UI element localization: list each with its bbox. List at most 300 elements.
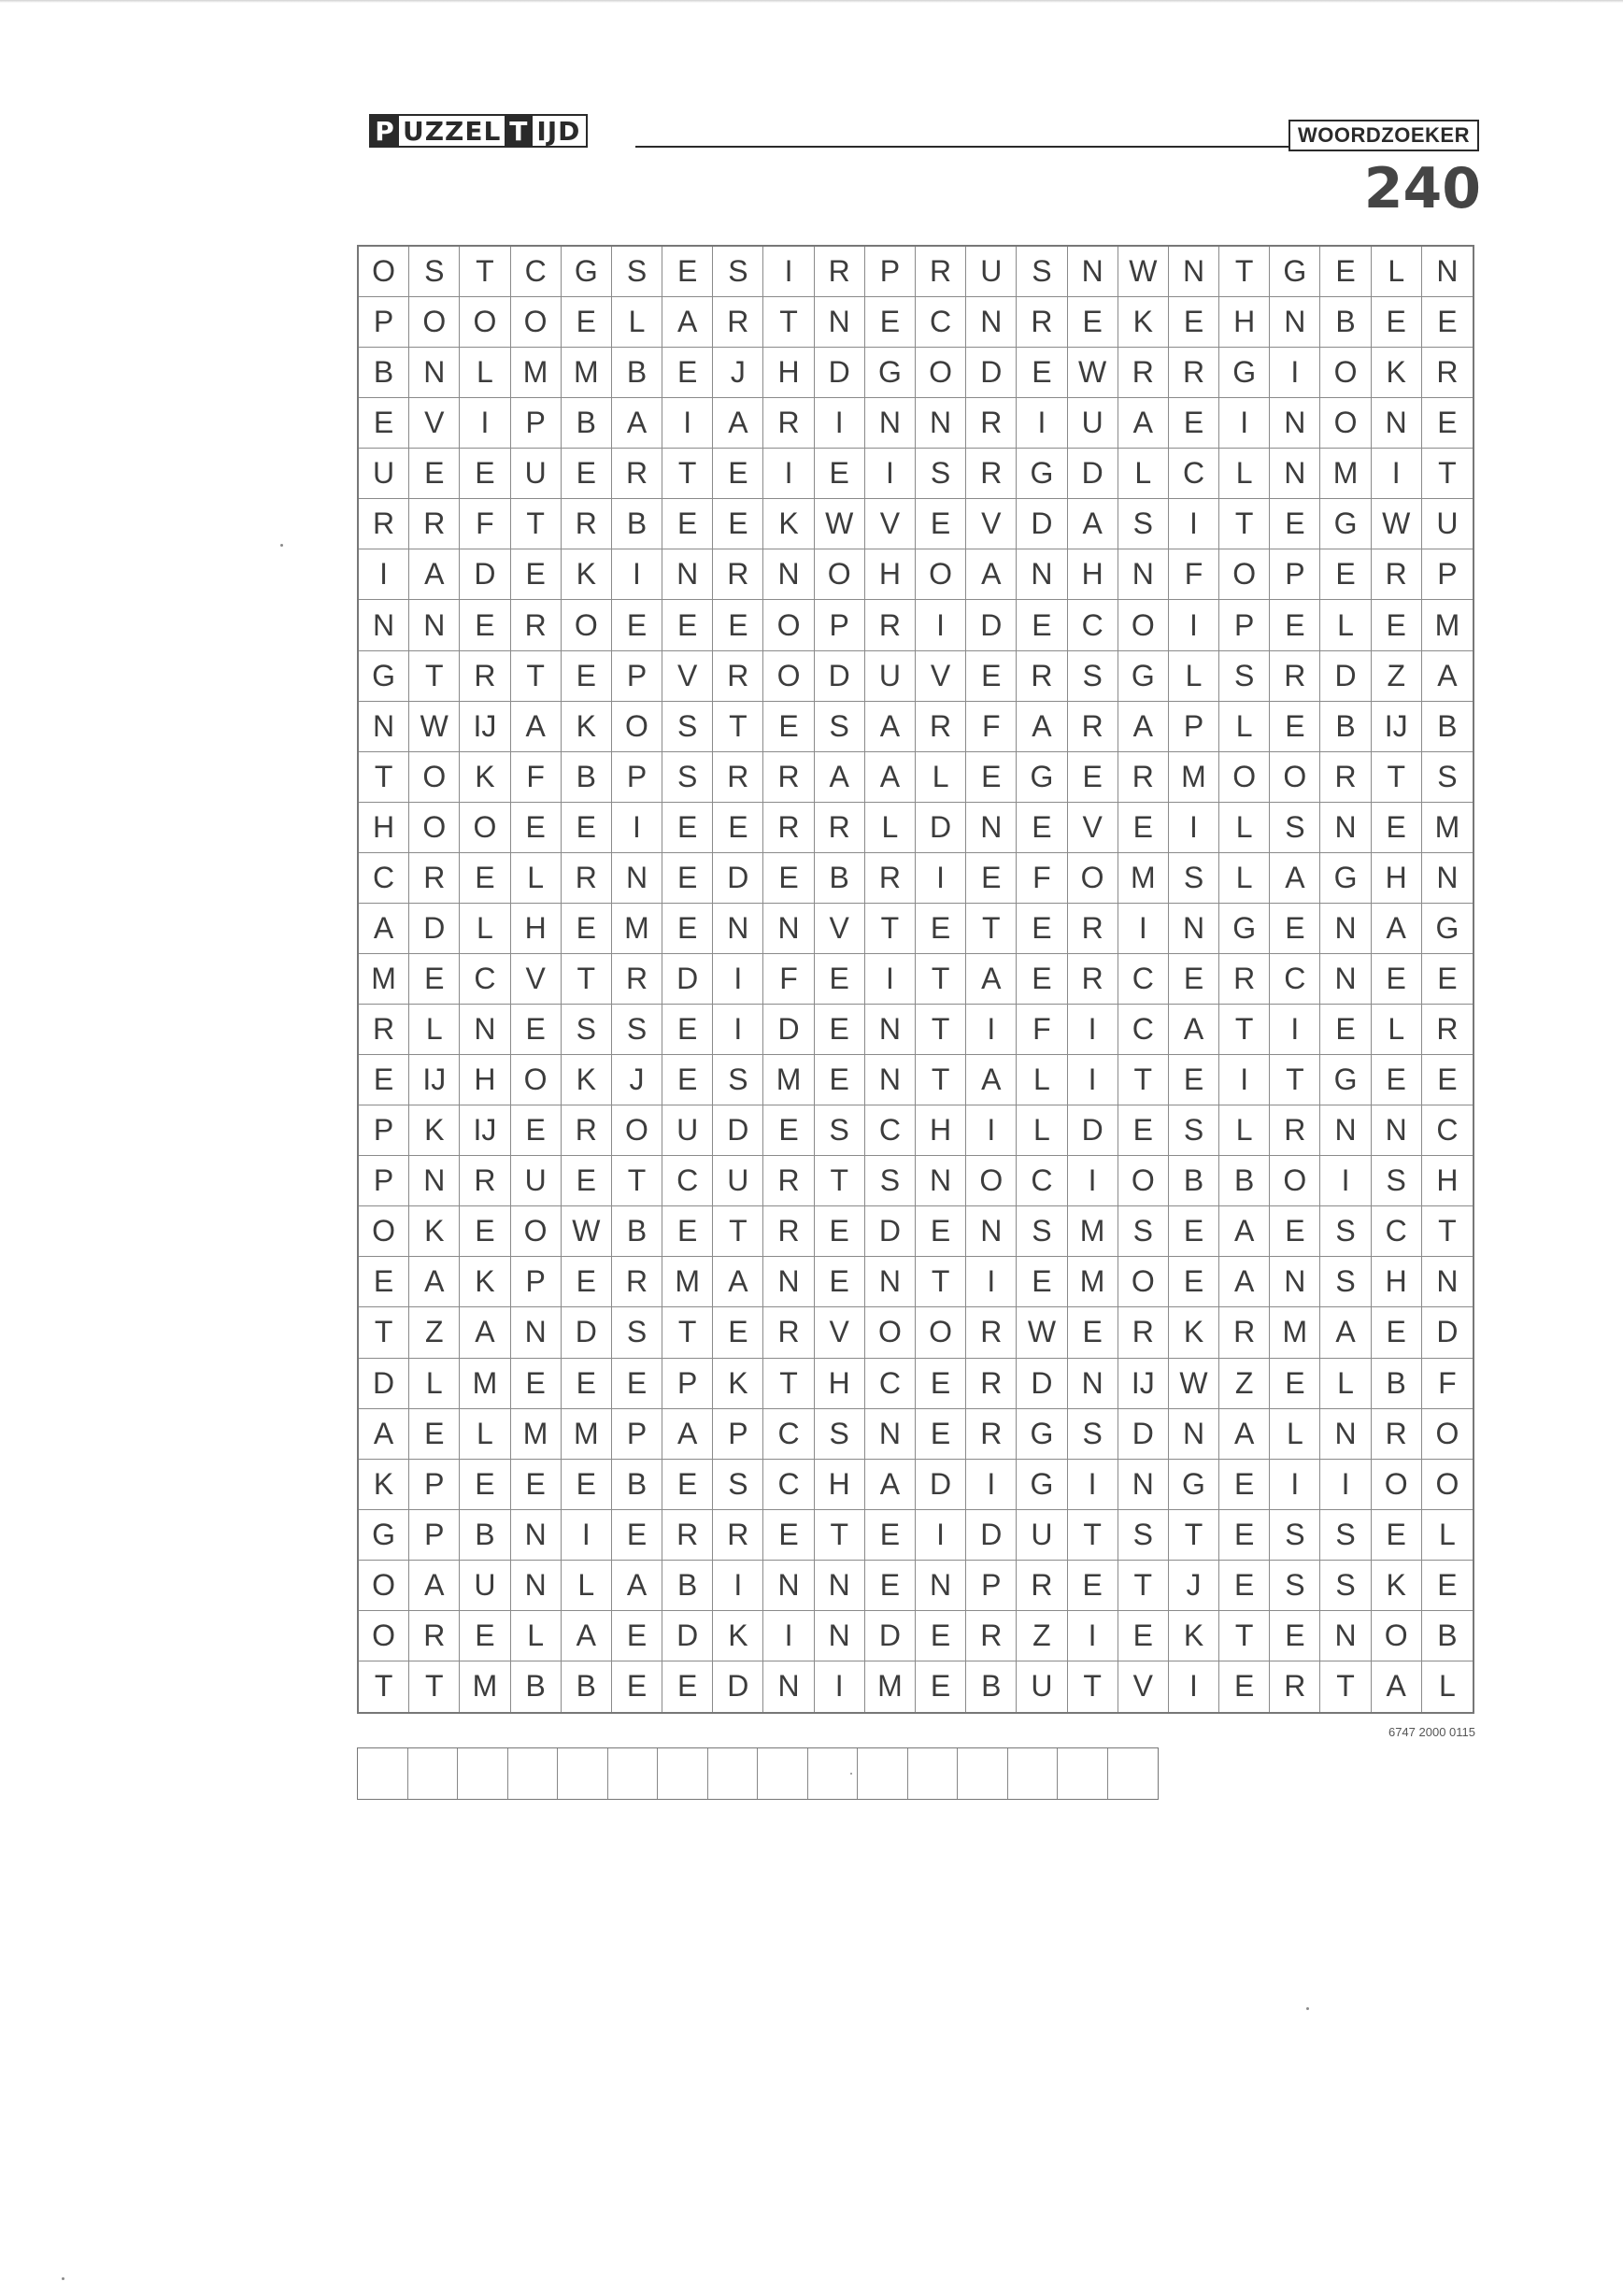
grid-cell[interactable]: A [1219,1257,1270,1307]
grid-cell[interactable]: N [916,1561,966,1611]
grid-cell[interactable]: R [562,1105,612,1156]
grid-cell[interactable]: L [1169,651,1219,702]
grid-cell[interactable]: N [1270,398,1320,449]
grid-cell[interactable]: N [763,549,814,600]
grid-cell[interactable]: E [916,1661,966,1712]
grid-cell[interactable]: R [1422,1005,1473,1055]
grid-cell[interactable]: E [1068,1561,1118,1611]
grid-cell[interactable]: K [713,1359,763,1409]
grid-cell[interactable]: W [1372,499,1422,549]
grid-cell[interactable]: S [662,702,713,752]
grid-cell[interactable]: R [612,954,662,1005]
grid-cell[interactable]: B [966,1661,1017,1712]
grid-cell[interactable]: V [815,1307,865,1358]
grid-cell[interactable]: K [460,752,510,803]
grid-cell[interactable]: E [612,600,662,650]
grid-cell[interactable]: T [1118,1055,1169,1105]
grid-cell[interactable]: V [511,954,562,1005]
grid-cell[interactable]: G [562,247,612,297]
grid-cell[interactable]: S [612,1307,662,1358]
grid-cell[interactable]: R [409,853,460,904]
answer-cell[interactable] [558,1748,608,1799]
grid-cell[interactable]: G [1320,499,1371,549]
grid-cell[interactable]: N [1372,1105,1422,1156]
grid-cell[interactable]: I [916,600,966,650]
grid-cell[interactable]: O [763,651,814,702]
grid-cell[interactable]: S [409,247,460,297]
grid-cell[interactable]: L [1439,1669,1456,1704]
grid-cell[interactable]: F [1017,1005,1067,1055]
grid-cell[interactable]: I [916,1510,966,1561]
grid-cell[interactable]: F [460,499,510,549]
grid-cell[interactable]: C [1017,1156,1067,1206]
grid-cell[interactable]: I [562,1510,612,1561]
grid-cell[interactable]: U [966,247,1017,297]
grid-cell[interactable]: A [1372,1661,1422,1712]
grid-cell[interactable]: K [1169,1307,1219,1358]
grid-cell[interactable]: O [815,549,865,600]
grid-cell[interactable]: E [916,1409,966,1460]
grid-cell[interactable]: T [1068,1661,1118,1712]
grid-cell[interactable]: E [1017,1257,1067,1307]
grid-cell[interactable]: N [1068,247,1118,297]
grid-cell[interactable]: V [1068,803,1118,853]
grid-cell[interactable]: S [1169,853,1219,904]
grid-cell[interactable]: N [1422,1257,1473,1307]
grid-cell[interactable]: A [1270,853,1320,904]
grid-cell[interactable]: T [916,1055,966,1105]
grid-cell[interactable]: A [1118,702,1169,752]
grid-cell[interactable]: R [1017,651,1067,702]
grid-cell[interactable]: L [1270,1409,1320,1460]
grid-cell[interactable]: E [1422,398,1473,449]
grid-cell[interactable]: O [460,803,510,853]
grid-cell[interactable]: T [916,1257,966,1307]
grid-cell[interactable]: A [865,752,916,803]
grid-cell[interactable]: N [1320,803,1371,853]
grid-cell[interactable]: E [460,1206,510,1257]
grid-cell[interactable]: E [511,1460,562,1510]
grid-cell[interactable]: O [359,1561,409,1611]
grid-cell[interactable]: L [1118,449,1169,499]
grid-cell[interactable]: I [1169,600,1219,650]
grid-cell[interactable]: N [763,1561,814,1611]
grid-cell[interactable]: E [511,1005,562,1055]
grid-cell[interactable]: R [1270,1105,1320,1156]
grid-cell[interactable]: N [1169,1409,1219,1460]
grid-cell[interactable]: I [763,1611,814,1661]
grid-cell[interactable]: E [1422,1561,1473,1611]
grid-cell[interactable]: M [562,348,612,398]
grid-cell[interactable]: W [1017,1307,1067,1358]
grid-cell[interactable]: B [612,348,662,398]
grid-cell[interactable]: E [1422,954,1473,1005]
grid-cell[interactable]: R [966,1359,1017,1409]
grid-cell[interactable]: U [359,449,409,499]
grid-cell[interactable]: N [865,1409,916,1460]
grid-cell[interactable]: N [1270,297,1320,348]
grid-cell[interactable]: O [1219,752,1270,803]
grid-cell[interactable]: F [1169,549,1219,600]
grid-cell[interactable]: I [612,549,662,600]
grid-cell[interactable]: E [562,1460,612,1510]
grid-cell[interactable]: E [1270,1359,1320,1409]
grid-cell[interactable]: T [562,954,612,1005]
grid-cell[interactable]: T [662,449,713,499]
grid-cell[interactable]: E [562,1156,612,1206]
grid-cell[interactable]: E [1118,1105,1169,1156]
grid-cell[interactable]: H [359,803,409,853]
grid-cell[interactable]: E [916,1611,966,1661]
grid-cell[interactable]: U [1017,1510,1067,1561]
grid-cell[interactable]: E [1219,1561,1270,1611]
grid-cell[interactable]: G [1017,1460,1067,1510]
grid-cell[interactable]: I [1372,449,1422,499]
grid-cell[interactable]: F [966,702,1017,752]
grid-cell[interactable]: N [815,1611,865,1661]
grid-cell[interactable]: H [763,348,814,398]
grid-cell[interactable]: D [662,954,713,1005]
grid-cell[interactable]: N [1118,549,1169,600]
grid-cell[interactable]: S [1118,499,1169,549]
grid-cell[interactable]: M [460,1661,510,1712]
grid-cell[interactable]: T [1320,1661,1371,1712]
grid-cell[interactable]: R [1118,348,1169,398]
grid-cell[interactable]: E [409,1409,460,1460]
grid-cell[interactable]: O [359,1611,409,1661]
grid-cell[interactable]: P [359,1156,409,1206]
grid-cell[interactable]: N [511,1510,562,1561]
grid-cell[interactable]: E [865,1510,916,1561]
grid-cell[interactable]: F [1017,853,1067,904]
grid-cell[interactable]: E [562,904,612,954]
grid-cell[interactable]: S [1270,1510,1320,1561]
grid-cell[interactable]: M [1068,1206,1118,1257]
grid-cell[interactable]: K [562,702,612,752]
grid-cell[interactable]: O [916,1307,966,1358]
grid-cell[interactable]: N [1422,247,1473,297]
grid-cell[interactable]: B [612,1206,662,1257]
grid-cell[interactable]: E [511,1359,562,1409]
grid-cell[interactable]: E [1422,1055,1473,1105]
grid-cell[interactable]: E [662,853,713,904]
grid-cell[interactable]: R [1372,1409,1422,1460]
grid-cell[interactable]: IJ [460,702,510,752]
grid-cell[interactable]: E [662,803,713,853]
grid-cell[interactable]: M [1118,853,1169,904]
grid-cell[interactable]: I [1068,1460,1118,1510]
grid-cell[interactable]: P [713,1409,763,1460]
grid-cell[interactable]: A [1422,651,1473,702]
grid-cell[interactable]: O [1118,1156,1169,1206]
grid-cell[interactable]: V [662,651,713,702]
grid-cell[interactable]: M [1068,1257,1118,1307]
grid-cell[interactable]: E [662,499,713,549]
grid-cell[interactable]: C [1372,1206,1422,1257]
grid-cell[interactable]: F [511,752,562,803]
grid-cell[interactable]: O [916,549,966,600]
grid-cell[interactable]: R [865,600,916,650]
grid-cell[interactable]: T [1219,1611,1270,1661]
grid-cell[interactable]: L [1017,1055,1067,1105]
grid-cell[interactable]: R [713,651,763,702]
grid-cell[interactable]: A [713,1257,763,1307]
grid-cell[interactable]: E [865,297,916,348]
grid-cell[interactable]: R [1118,752,1169,803]
grid-cell[interactable]: A [612,398,662,449]
grid-cell[interactable]: D [916,803,966,853]
grid-cell[interactable]: D [713,853,763,904]
grid-cell[interactable]: T [916,1005,966,1055]
grid-cell[interactable]: A [966,954,1017,1005]
grid-cell[interactable]: C [763,1409,814,1460]
grid-cell[interactable]: N [865,1005,916,1055]
grid-cell[interactable]: D [1017,499,1067,549]
grid-cell[interactable]: S [916,449,966,499]
grid-cell[interactable]: E [916,499,966,549]
grid-cell[interactable]: M [359,954,409,1005]
grid-cell[interactable]: I [966,1105,1017,1156]
grid-cell[interactable]: S [1422,752,1473,803]
grid-cell[interactable]: A [865,1460,916,1510]
grid-cell[interactable]: R [1219,954,1270,1005]
grid-cell[interactable]: D [815,651,865,702]
grid-cell[interactable]: E [713,803,763,853]
grid-cell[interactable]: M [1422,803,1473,853]
grid-cell[interactable]: I [865,449,916,499]
grid-cell[interactable]: N [865,398,916,449]
grid-cell[interactable]: A [662,1409,713,1460]
grid-cell[interactable]: L [460,1409,510,1460]
grid-cell[interactable]: E [662,1055,713,1105]
grid-cell[interactable]: N [1320,1611,1371,1661]
grid-cell[interactable]: R [562,499,612,549]
grid-cell[interactable]: M [662,1257,713,1307]
grid-cell[interactable]: E [511,1105,562,1156]
grid-cell[interactable]: R [1118,1307,1169,1358]
grid-cell[interactable]: T [1118,1561,1169,1611]
grid-cell[interactable]: E [662,1661,713,1712]
grid-cell[interactable]: P [409,1510,460,1561]
grid-cell[interactable]: I [460,398,510,449]
grid-cell[interactable]: I [1017,398,1067,449]
grid-cell[interactable]: E [1169,398,1219,449]
grid-cell[interactable]: R [1169,348,1219,398]
grid-cell[interactable]: M [460,1359,510,1409]
grid-cell[interactable]: B [460,1510,510,1561]
grid-cell[interactable]: N [865,1055,916,1105]
grid-cell[interactable]: E [460,600,510,650]
grid-cell[interactable]: R [916,247,966,297]
grid-cell[interactable]: G [1118,651,1169,702]
grid-cell[interactable]: D [865,1611,916,1661]
grid-cell[interactable]: E [763,853,814,904]
grid-cell[interactable]: E [815,1206,865,1257]
grid-cell[interactable]: E [662,904,713,954]
grid-cell[interactable]: A [966,549,1017,600]
grid-cell[interactable]: A [815,752,865,803]
grid-cell[interactable]: P [815,600,865,650]
grid-cell[interactable]: E [1320,549,1371,600]
answer-cell[interactable] [908,1748,959,1799]
grid-cell[interactable]: R [1320,752,1371,803]
grid-cell[interactable]: E [1372,1055,1422,1105]
grid-cell[interactable]: N [1169,904,1219,954]
grid-cell[interactable]: A [865,702,916,752]
grid-cell[interactable]: D [713,1105,763,1156]
answer-cell[interactable] [708,1748,759,1799]
grid-cell[interactable]: D [409,904,460,954]
grid-cell[interactable]: B [1422,702,1473,752]
grid-cell[interactable]: E [1270,600,1320,650]
grid-cell[interactable]: I [916,853,966,904]
grid-cell[interactable]: I [1270,1460,1320,1510]
grid-cell[interactable]: I [815,1661,865,1712]
grid-cell[interactable]: L [409,1005,460,1055]
grid-cell[interactable]: E [662,247,713,297]
grid-cell[interactable]: E [612,1611,662,1661]
grid-cell[interactable]: S [1017,247,1067,297]
grid-cell[interactable]: N [966,297,1017,348]
grid-cell[interactable]: R [1068,954,1118,1005]
grid-cell[interactable]: D [1118,1409,1169,1460]
grid-cell[interactable]: N [815,1561,865,1611]
grid-cell[interactable]: R [763,1206,814,1257]
grid-cell[interactable]: S [1320,1561,1371,1611]
grid-cell[interactable]: T [359,1307,409,1358]
grid-cell[interactable]: E [460,1460,510,1510]
grid-cell[interactable]: O [511,1206,562,1257]
grid-cell[interactable]: D [460,549,510,600]
grid-cell[interactable]: I [763,247,814,297]
grid-cell[interactable]: B [1320,297,1371,348]
grid-cell[interactable]: I [763,449,814,499]
grid-cell[interactable]: S [1372,1156,1422,1206]
grid-cell[interactable]: P [966,1561,1017,1611]
grid-cell[interactable]: N [966,1206,1017,1257]
grid-cell[interactable]: A [409,1257,460,1307]
grid-cell[interactable]: D [1320,651,1371,702]
grid-cell[interactable]: T [763,297,814,348]
grid-cell[interactable]: L [1219,1105,1270,1156]
grid-cell[interactable]: T [511,499,562,549]
grid-cell[interactable]: B [1372,1359,1422,1409]
grid-cell[interactable]: I [1320,1460,1371,1510]
grid-cell[interactable]: O [409,803,460,853]
grid-cell[interactable]: K [409,1105,460,1156]
grid-cell[interactable]: D [966,1510,1017,1561]
grid-cell[interactable]: E [1372,297,1422,348]
grid-cell[interactable]: E [763,702,814,752]
grid-cell[interactable]: V [815,904,865,954]
grid-cell[interactable]: Z [409,1307,460,1358]
grid-cell[interactable]: E [662,348,713,398]
grid-cell[interactable]: B [562,398,612,449]
grid-cell[interactable]: A [409,549,460,600]
grid-cell[interactable]: N [865,1257,916,1307]
grid-cell[interactable]: S [1320,1206,1371,1257]
grid-cell[interactable]: G [1422,904,1473,954]
grid-cell[interactable]: T [460,247,510,297]
grid-cell[interactable]: D [1068,1105,1118,1156]
grid-cell[interactable]: E [511,803,562,853]
grid-cell[interactable]: L [1422,1510,1473,1561]
grid-cell[interactable]: T [865,904,916,954]
grid-cell[interactable]: E [1169,1257,1219,1307]
grid-cell[interactable]: N [713,904,763,954]
grid-cell[interactable]: B [612,499,662,549]
grid-cell[interactable]: U [713,1156,763,1206]
grid-cell[interactable]: A [359,1409,409,1460]
grid-cell[interactable]: U [1422,499,1473,549]
grid-cell[interactable]: I [966,1460,1017,1510]
grid-cell[interactable]: K [409,1206,460,1257]
grid-cell[interactable]: T [1219,499,1270,549]
grid-cell[interactable]: E [1118,1611,1169,1661]
grid-cell[interactable]: K [713,1611,763,1661]
grid-cell[interactable]: L [1219,803,1270,853]
grid-cell[interactable]: W [1068,348,1118,398]
grid-cell[interactable]: G [1219,348,1270,398]
grid-cell[interactable]: E [1017,803,1067,853]
grid-cell[interactable]: R [713,752,763,803]
grid-cell[interactable]: S [1118,1510,1169,1561]
grid-cell[interactable]: S [1017,1206,1067,1257]
grid-cell[interactable]: M [1169,752,1219,803]
grid-cell[interactable]: S [815,1105,865,1156]
grid-cell[interactable]: I [1270,348,1320,398]
grid-cell[interactable]: B [359,348,409,398]
grid-cell[interactable]: G [1320,1055,1371,1105]
answer-cell[interactable] [358,1748,408,1799]
grid-cell[interactable]: P [511,1257,562,1307]
grid-cell[interactable]: R [511,600,562,650]
grid-cell[interactable]: M [612,904,662,954]
grid-cell[interactable]: G [1320,853,1371,904]
grid-cell[interactable]: O [1270,1156,1320,1206]
grid-cell[interactable]: G [359,651,409,702]
grid-cell[interactable]: C [1422,1105,1473,1156]
grid-cell[interactable]: L [409,1359,460,1409]
grid-cell[interactable]: C [1270,954,1320,1005]
grid-cell[interactable]: P [359,1105,409,1156]
grid-cell[interactable]: G [1017,1409,1067,1460]
grid-cell[interactable]: S [1270,1561,1320,1611]
grid-cell[interactable]: E [1372,600,1422,650]
grid-cell[interactable]: L [1320,1359,1371,1409]
grid-cell[interactable]: Z [1017,1611,1067,1661]
grid-cell[interactable]: R [713,1510,763,1561]
grid-cell[interactable]: E [662,1206,713,1257]
grid-cell[interactable]: E [966,853,1017,904]
grid-cell[interactable]: I [713,1005,763,1055]
grid-cell[interactable]: O [763,600,814,650]
grid-cell[interactable]: E [1320,247,1371,297]
grid-cell[interactable]: E [612,1359,662,1409]
grid-cell[interactable]: E [460,853,510,904]
grid-cell[interactable]: E [916,1206,966,1257]
grid-cell[interactable]: T [511,651,562,702]
grid-cell[interactable]: K [763,499,814,549]
grid-cell[interactable]: E [562,297,612,348]
grid-cell[interactable]: D [662,1611,713,1661]
grid-cell[interactable]: N [460,1005,510,1055]
grid-cell[interactable]: B [1169,1156,1219,1206]
grid-cell[interactable]: E [1372,954,1422,1005]
grid-cell[interactable]: S [612,247,662,297]
grid-cell[interactable]: R [1219,1307,1270,1358]
grid-cell[interactable]: S [815,1409,865,1460]
